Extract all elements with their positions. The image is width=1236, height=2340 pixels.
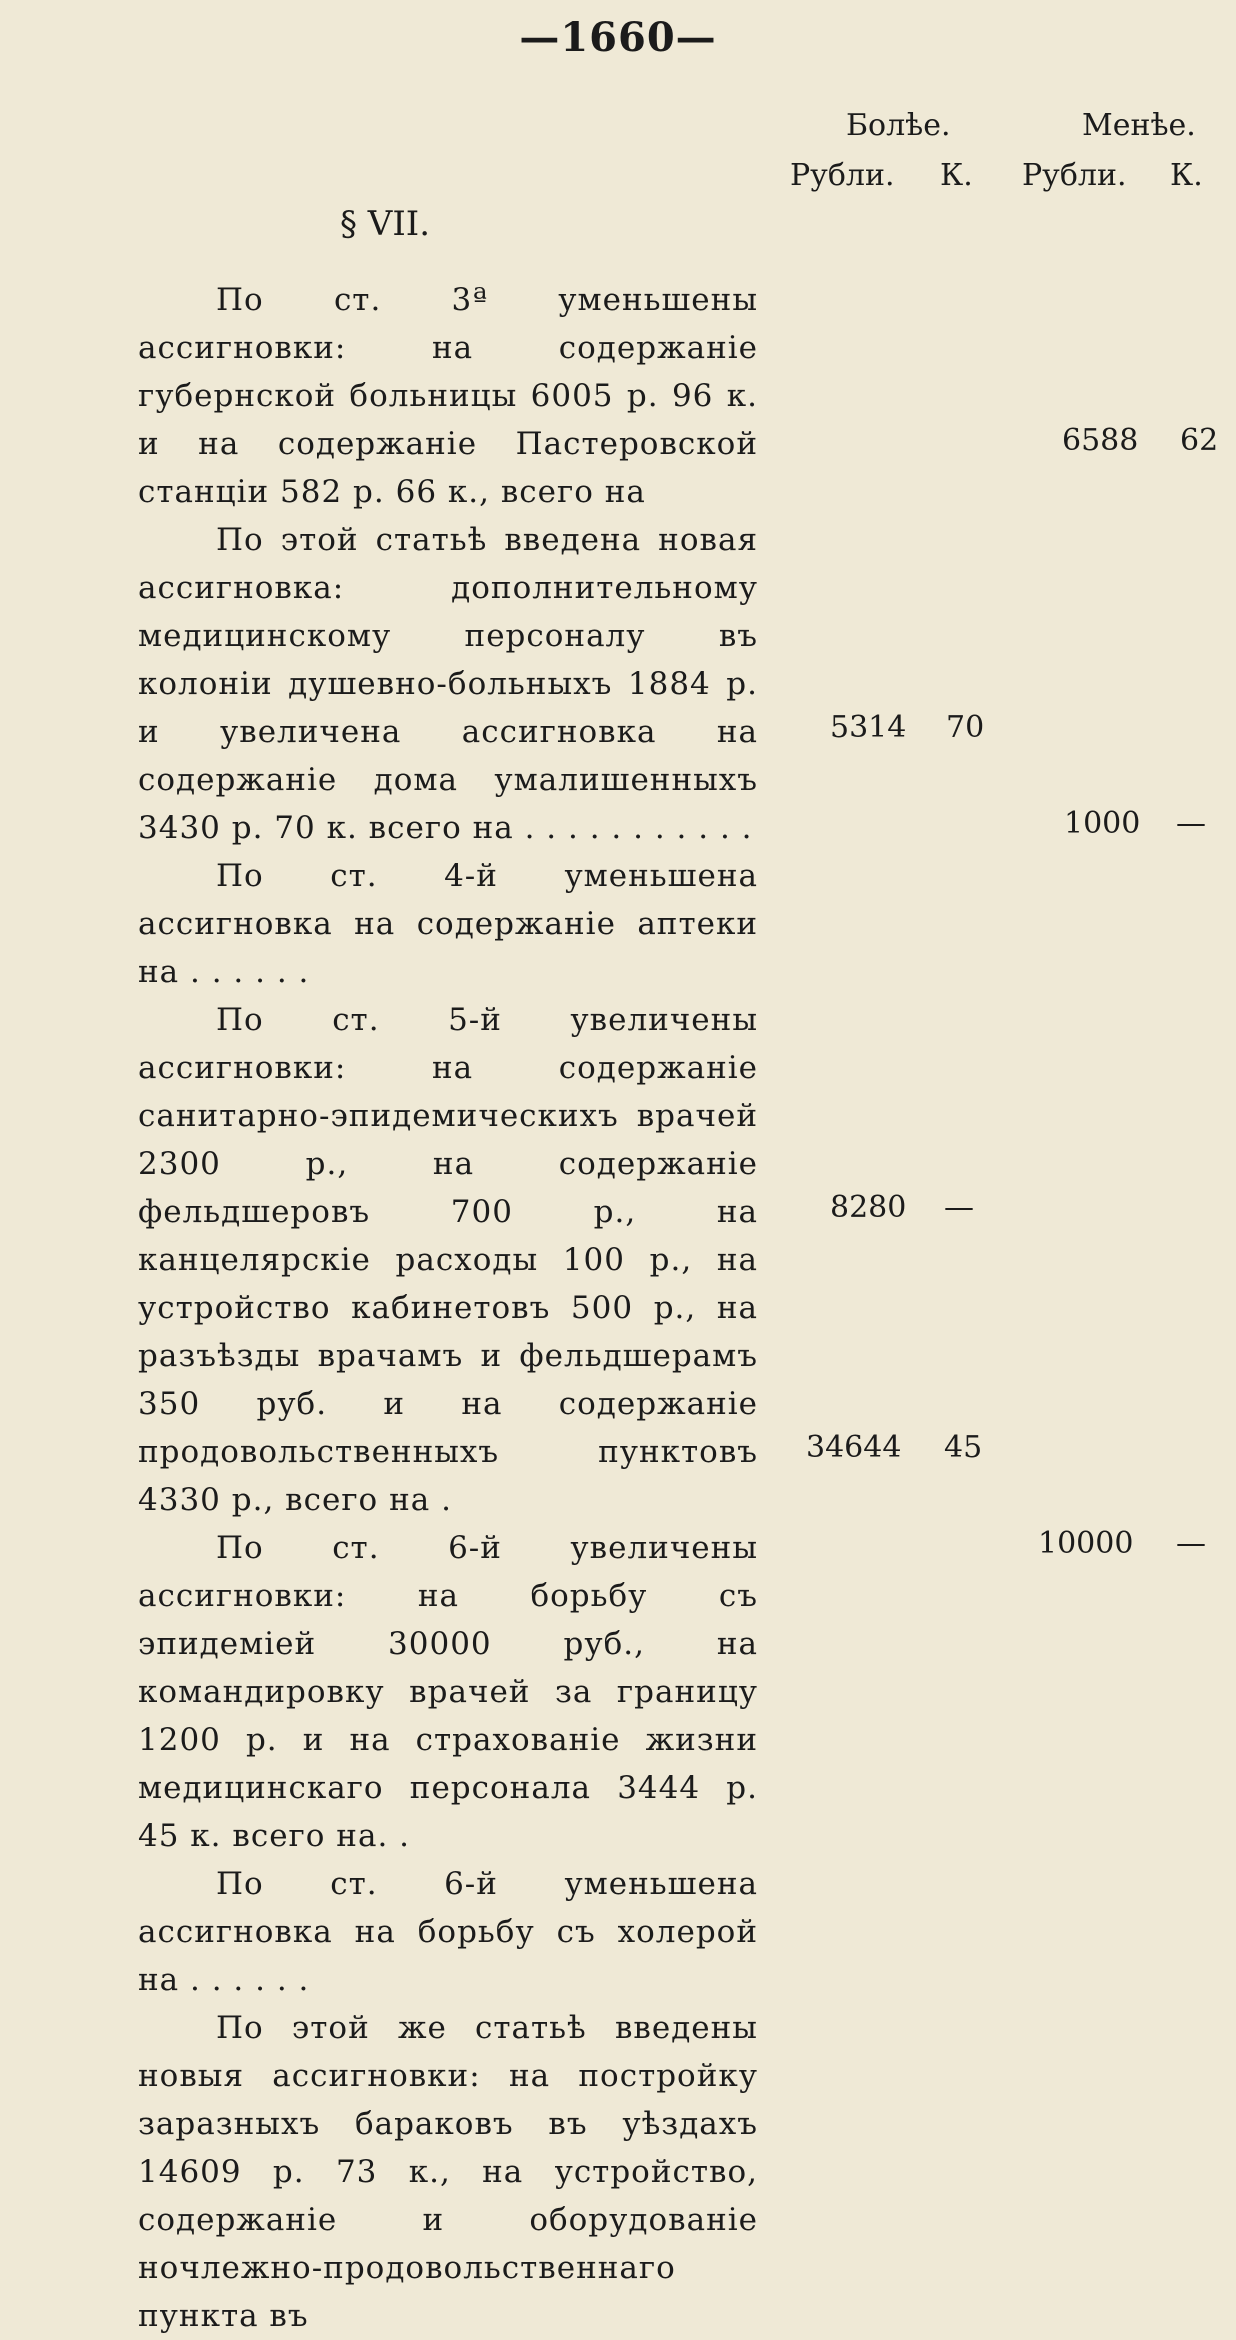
amount-more-kopecks-2: 70	[946, 710, 985, 745]
paragraph-4: По ст. 5-й увеличены ассигновки: на содержаніе санитарно-эпидемическихъ врачей 2300 р., на содержаніе фельдшеровъ 700 р., на канцелярскіе расходы 100 р., на устройство кабинетовъ 500 р., на разъѣзды врачамъ и фельдшерамъ 350 руб. и на содержаніе продовольственныхъ пунктовъ 4330 р., всего на .	[138, 1002, 758, 1518]
paragraph-3: По ст. 4-й уменьшена ассигновка на содержаніе аптеки на . . . . . .	[138, 858, 758, 990]
column-subheader-more-kopecks: К.	[940, 158, 973, 193]
section-heading: § VII.	[339, 204, 431, 244]
amount-less-rubles-6: 10000	[1038, 1526, 1134, 1561]
amount-more-kopecks-4: —	[944, 1190, 974, 1225]
column-header-less: Менѣе.	[1082, 108, 1196, 143]
amount-more-rubles-2: 5314	[830, 710, 907, 745]
column-subheader-less-kopecks: К.	[1170, 158, 1203, 193]
column-header-more: Болѣе.	[846, 108, 951, 143]
column-subheader-less-rubles: Рубли.	[1022, 158, 1127, 193]
amount-more-rubles-4: 8280	[830, 1190, 907, 1225]
paragraph-2: По этой статьѣ введена новая ассигновка: дополнительному медицинскому персоналу въ колоніи душевно-больныхъ 1884 р. и увеличена ассигновка на содержаніе дома умалишенныхъ 3430 р. 70 к. всего на . . . . . . . . . . .	[138, 522, 758, 846]
paragraph-6: По ст. 6-й уменьшена ассигновка на борьбу съ холерой на . . . . . .	[138, 1866, 758, 1998]
amount-less-kopecks-6: —	[1176, 1526, 1206, 1561]
paragraph-5: По ст. 6-й увеличены ассигновки: на борьбу съ эпидеміей 30000 руб., на командировку врачей за границу 1200 р. и на страхованіе жизни медицинскаго персонала 3444 р. 45 к. всего на. .	[138, 1530, 758, 1854]
paragraph-1: По ст. 3ª уменьшены ассигновки: на содержаніе губернской больницы 6005 р. 96 к. и на содержаніе Пастеровской станціи 582 р. 66 к., всего на	[138, 282, 758, 510]
amount-less-kopecks-3: —	[1176, 806, 1206, 841]
body-text	[138, 276, 758, 2340]
amount-less-kopecks-1: 62	[1180, 423, 1219, 458]
amount-less-rubles-3: 1000	[1064, 806, 1141, 841]
amount-more-kopecks-5: 45	[944, 1430, 983, 1465]
column-subheader-more-rubles: Рубли.	[790, 158, 895, 193]
paragraph-7: По этой же статьѣ введены новыя ассигновки: на постройку заразныхъ бараковъ въ уѣздахъ 14609 р. 73 к., на устройство, содержаніе и оборудованіе ночлежно-продовольственнаго пункта въ	[138, 2010, 758, 2334]
amount-more-rubles-5: 34644	[806, 1430, 902, 1465]
amount-less-rubles-1: 6588	[1062, 423, 1139, 458]
page-number: —1660—	[519, 14, 717, 61]
